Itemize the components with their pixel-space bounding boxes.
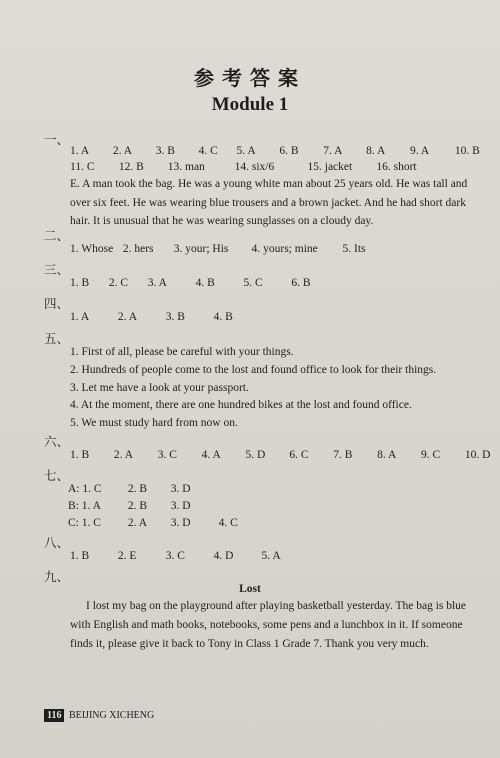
answer: C: 1. C <box>68 517 101 529</box>
answer: 2. hers <box>122 243 154 255</box>
section-5-line: 5. We must study hard from now on. <box>70 417 238 429</box>
section-2-number: 二、 <box>44 229 70 243</box>
answer: 2. B <box>127 483 148 495</box>
answer: 3. A <box>147 277 167 289</box>
answer: 3. C <box>157 449 177 461</box>
section-7-row-a <box>68 483 191 495</box>
answer: 5. A <box>261 550 281 562</box>
answer: 6. C <box>289 449 309 461</box>
answer: 10. B <box>454 145 480 157</box>
answer: 4. A <box>201 449 221 461</box>
answer: 7. A <box>323 145 343 157</box>
answer: 1. A <box>70 145 90 157</box>
answer: 2. A <box>117 311 138 323</box>
section-7-number: 七、 <box>44 469 70 483</box>
answer: 6. B <box>291 277 311 289</box>
section-6-row <box>70 449 490 461</box>
answer: 3. D <box>170 500 191 512</box>
footer-text: BEIJING XICHENG <box>68 710 155 721</box>
section-4-number: 四、 <box>44 297 70 311</box>
section-5-number: 五、 <box>44 332 70 346</box>
section-5-line: 2. Hundreds of people come to the lost and found office to look for their things. <box>70 364 437 376</box>
answer: 5. Its <box>342 243 366 255</box>
section-5-line: 3. Let me have a look at your passport. <box>70 382 249 394</box>
answer: 4. C <box>198 145 218 157</box>
answer: 2. B <box>127 500 148 512</box>
story-text: I lost my bag on the playground after playing basketball yesterday. The bag is blue with English and math books, notebooks, some pens and a lunchbox in it. If someone finds it, please give it back to Tony in Class 1 Grade 7. Thank you very much. <box>70 600 467 650</box>
answer: 4. B <box>195 277 215 289</box>
section-3-number: 三、 <box>44 263 70 277</box>
page-title: 参考答案 <box>194 68 306 90</box>
answer: 2. A <box>112 145 133 157</box>
answer: 1. B <box>70 449 90 461</box>
section-8-number: 八、 <box>44 536 70 550</box>
answer: 5. A <box>236 145 256 157</box>
answer: 3. your; His <box>173 243 229 255</box>
section-1-row-2 <box>70 161 417 173</box>
answer: 3. C <box>165 550 185 562</box>
page-number: 116 <box>44 709 64 722</box>
story-title: Lost <box>239 583 261 595</box>
answer: 7. B <box>333 449 353 461</box>
answer: 5. D <box>245 449 266 461</box>
answer: 12. B <box>118 161 144 173</box>
answer: 2. A <box>127 517 148 529</box>
section-1-e-answer: E. A man took the bag. He was a young white man about 25 years old. He was tall and over six feet. He was wearing blue trousers and a brown jacket. And he had short dark hair. It is unusual that he was wearing sunglasses on a cloudy day. <box>70 178 468 227</box>
answer: 14. six/6 <box>234 161 275 173</box>
section-7-row-b <box>68 500 191 512</box>
answer: 10. D <box>464 449 491 461</box>
answer: 3. B <box>155 145 175 157</box>
answer: 13. man <box>167 161 205 173</box>
section-5-line: 1. First of all, please be careful with your things. <box>70 346 294 358</box>
answer: 9. A <box>410 145 430 157</box>
section-1-number: 一、 <box>44 133 70 147</box>
answer: 4. B <box>213 311 233 323</box>
section-5-line: 4. At the moment, there are one hundred bikes at the lost and found office. <box>70 399 412 411</box>
answer: 2. E <box>117 550 137 562</box>
answer: 4. yours; mine <box>251 243 318 255</box>
section-3-row <box>70 277 311 289</box>
answer: 4. D <box>213 550 234 562</box>
answer: 1. B <box>70 550 90 562</box>
answer: 5. C <box>243 277 263 289</box>
section-2-row <box>70 243 366 255</box>
answer: 1. B <box>70 277 90 289</box>
answer: B: 1. A <box>68 500 101 512</box>
answer: 9. C <box>421 449 441 461</box>
answer: 3. B <box>165 311 185 323</box>
section-8-row <box>70 550 281 562</box>
answer: 1. A <box>70 311 90 323</box>
answer: 8. A <box>366 145 386 157</box>
answer: 2. C <box>108 277 129 289</box>
answer: 3. D <box>170 517 191 529</box>
answer: 2. A <box>113 449 134 461</box>
answer: A: 1. C <box>68 483 102 495</box>
section-4-row <box>70 311 233 323</box>
answer: 6. B <box>279 145 299 157</box>
module-title: Module 1 <box>211 94 289 115</box>
section-1-row-1 <box>70 145 480 157</box>
answer: 16. short <box>376 161 417 173</box>
answer: 11. C <box>70 161 95 173</box>
answer: 15. jacket <box>307 161 353 173</box>
answer: 4. C <box>218 517 238 529</box>
section-9-number: 九、 <box>44 570 70 584</box>
answer: 1. Whose <box>70 243 114 255</box>
answer: 3. D <box>170 483 191 495</box>
section-7-row-c <box>68 517 238 529</box>
page-footer <box>44 709 154 722</box>
section-6-number: 六、 <box>44 435 70 449</box>
answer: 8. A <box>377 449 397 461</box>
